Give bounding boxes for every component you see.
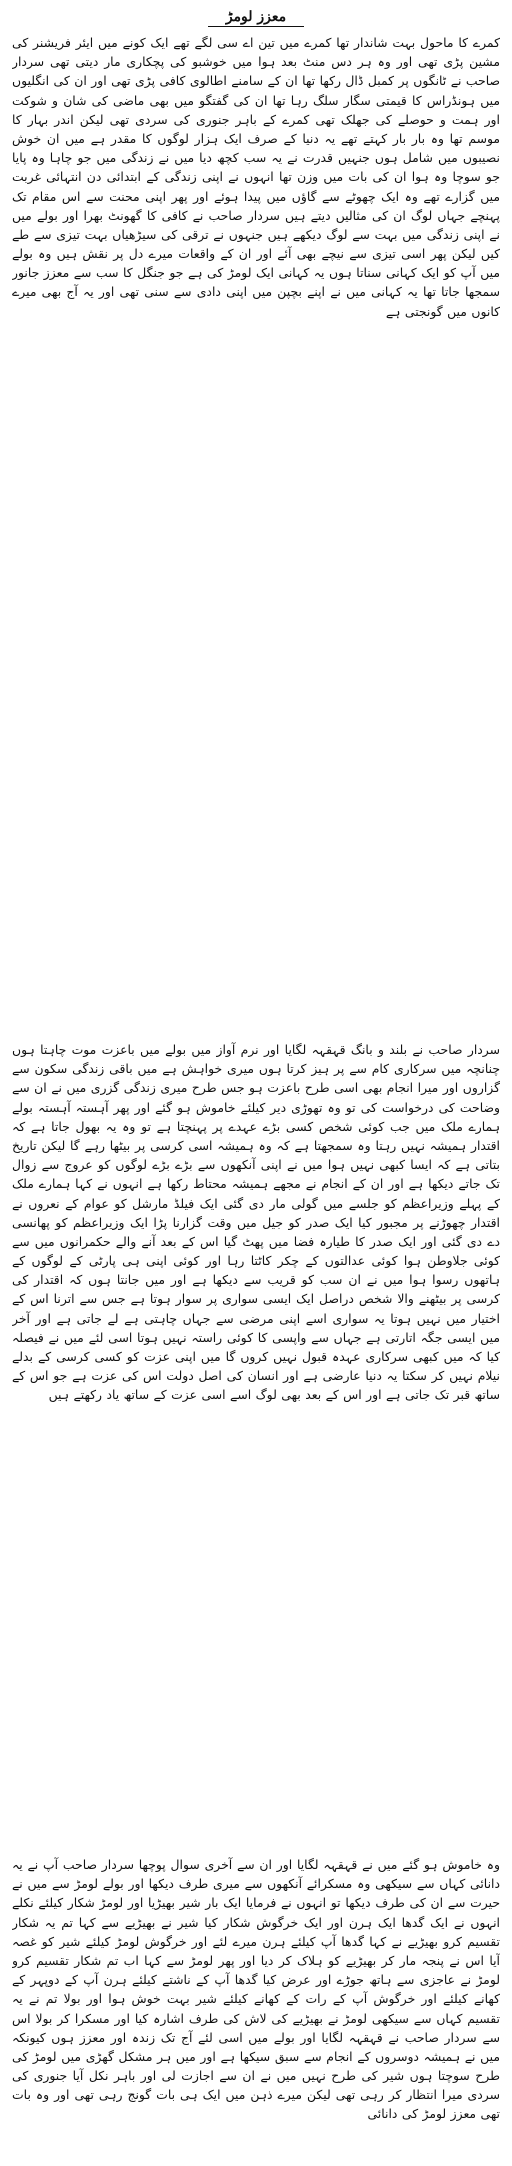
title-area — [12, 6, 500, 27]
article-title: معزز لومڑ — [208, 9, 304, 27]
paragraph-1: کمرے کا ماحول بہت شاندار تھا کمرے میں تین اے سی لگے تھے ایک کونے میں ایئر فریشنر کی مشین پڑی تھی اور وہ ہر دس منٹ بعد ہوا میں خوشبو کی پچکاری مار دیتی تھی سردار صاحب نے ٹانگوں پر کمبل ڈال رکھا تھا ان کے سامنے اطالوی کافی پڑی تھی اور ان کی انگلیوں میں ہونڈراس کا قیمتی سگار سلگ رہا تھا ان کی گفتگو میں بھی ماضی کی شان و شوکت اور ہمت و حوصلے کی جھلک تھی کمرے کے باہر جنوری کی سردی تھی لیکن اندر بہار کا موسم تھا وہ بار بار کہتے تھے یہ دنیا کے صرف ایک ہزار لوگوں کا مقدر ہے میں ان خوش نصیبوں میں شامل ہوں جنہیں قدرت نے یہ سب کچھ دیا میں نے زندگی میں جو چاہا وہ پایا جو سوچا وہ ہوا ان کی بات میں وزن تھا انہوں نے اپنی زندگی کے ابتدائی دن انتہائی غربت میں گزارے تھے وہ ایک چھوٹے سے گاؤں میں پیدا ہوئے اور پھر اپنی محنت سے اس مقام تک پہنچے جہاں لوگ ان کی مثالیں دیتے ہیں سردار صاحب نے کافی کا گھونٹ بھرا اور بولے میں نے اپنی زندگی میں بہت سے لوگ دیکھے ہیں جنہوں نے ترقی کی سیڑھیاں بہت تیزی سے طے کیں لیکن پھر اسی تیزی سے نیچے بھی آئے اور ان کے واقعات میرے دل پر نقش ہیں وہ بولے میں آپ کو ایک کہانی سناتا ہوں یہ کہانی ایک لومڑ کی ہے جو جنگل کا سب سے معزز جانور سمجھا جاتا تھا یہ کہانی میں نے اپنے بچپن میں اپنی دادی سے سنی تھی اور یہ آج بھی میرے کانوں میں گونجتی ہے — [12, 35, 500, 319]
paragraph-2: سردار صاحب نے بلند و بانگ قہقہہ لگایا اور نرم آواز میں بولے میں باعزت موت چاہتا ہوں چنانچہ میں سرکاری کام سے پر ہیز کرتا ہوں میری خواہش ہے میں باقی زندگی سکون سے گزاروں اور میرا انجام بھی اسی طرح باعزت ہو جس طرح میری زندگی گزری میں نے ان سے وضاحت کی درخواست کی تو وہ تھوڑی دیر کیلئے خاموش ہو گئے اور پھر آہستہ آہستہ بولے ہمارے ملک میں جب کوئی شخص کسی بڑے عہدے پر پہنچتا ہے تو وہ یہ بھول جاتا ہے کہ اقتدار ہمیشہ نہیں رہتا وہ سمجھتا ہے کہ وہ ہمیشہ اسی کرسی پر بیٹھا رہے گا لیکن تاریخ بتاتی ہے کہ ایسا کبھی نہیں ہوا میں نے اپنی آنکھوں سے بڑے بڑے لوگوں کو عروج سے زوال تک جاتے دیکھا ہے اور ان کے انجام نے مجھے ہمیشہ محتاط رکھا ہے انہوں نے کہا ہمارے ملک کے پہلے وزیراعظم کو جلسے میں گولی مار دی گئی ایک فیلڈ مارشل کو عوام کے نعروں نے اقتدار چھوڑنے پر مجبور کیا ایک صدر کو جیل میں وقت گزارنا پڑا ایک وزیراعظم کو پھانسی دے دی گئی اور ایک صدر کا طیارہ فضا میں پھٹ گیا اس کے بعد آنے والے حکمرانوں میں سے کوئی جلاوطن ہوا کوئی عدالتوں کے چکر کاٹتا رہا اور کوئی اپنی ہی پارٹی کے لوگوں کے ہاتھوں رسوا ہوا میں نے ان سب کو قریب سے دیکھا ہے اور میں جانتا ہوں کہ اقتدار کی کرسی پر بیٹھنے والا شخص دراصل ایک ایسی سواری پر سوار ہوتا ہے جس سے اترنا اس کے اختیار میں نہیں ہوتا یہ سواری اسے اپنی مرضی سے جہاں چاہتی ہے لے جاتی ہے اور آخر میں ایسی جگہ اتارتی ہے جہاں سے واپسی کا کوئی راستہ نہیں ہوتا اسی لئے میں نے فیصلہ کیا کہ میں کبھی سرکاری عہدہ قبول نہیں کروں گا میں اپنی عزت کو کسی کرسی کے بدلے نیلام نہیں کر سکتا یہ دنیا عارضی ہے اور انسان کی اصل دولت اس کی عزت ہے جو اس کے ساتھ قبر تک جاتی ہے اور اس کے بعد بھی لوگ اسے اسی عزت کے ساتھ یاد رکھتے ہیں — [12, 1042, 500, 1403]
paragraph-3: وہ خاموش ہو گئے میں نے قہقہہ لگایا اور ان سے آخری سوال پوچھا سردار صاحب آپ نے یہ دانائی کہاں سے سیکھی وہ مسکرائے آنکھوں سے میری طرف دیکھا اور بولے لومڑ سے میں نے حیرت سے ان کی طرف دیکھا تو انہوں نے فرمایا ایک بار شیر بھیڑیا اور لومڑ شکار کیلئے نکلے انہوں نے ایک گدھا ایک ہرن اور ایک خرگوش شکار کیا شیر نے بھیڑیے سے کہا تم یہ شکار تقسیم کرو بھیڑیے نے کہا گدھا آپ کیلئے ہرن میرے لئے اور خرگوش لومڑ کیلئے شیر کو غصہ آیا اس نے پنجہ مار کر بھیڑیے کو ہلاک کر دیا اور پھر لومڑ سے کہا اب تم شکار تقسیم کرو لومڑ نے عاجزی سے ہاتھ جوڑے اور عرض کیا گدھا آپ کے ناشتے کیلئے ہرن آپ کے دوپہر کے کھانے کیلئے اور خرگوش آپ کے رات کے کھانے کیلئے شیر بہت خوش ہوا اور بولا تم نے یہ تقسیم کہاں سے سیکھی لومڑ نے بھیڑیے کی لاش کی طرف اشارہ کیا اور مسکرا کر بولا اس سے سردار صاحب نے قہقہہ لگایا اور بولے میں اسی لئے آج تک زندہ اور معزز ہوں کیونکہ میں نے ہمیشہ دوسروں کے انجام سے سبق سیکھا ہے اور میں ہر مشکل گھڑی میں لومڑ کی طرح سوچتا ہوں شیر کی طرح نہیں میں نے ان سے اجازت لی اور باہر نکل آیا جنوری کی سردی میرا انتظار کر رہی تھی لیکن میرے ذہن میں ایک ہی بات گونج رہی تھی اور وہ بات تھی معزز لومڑ کی دانائی — [12, 1857, 500, 2122]
